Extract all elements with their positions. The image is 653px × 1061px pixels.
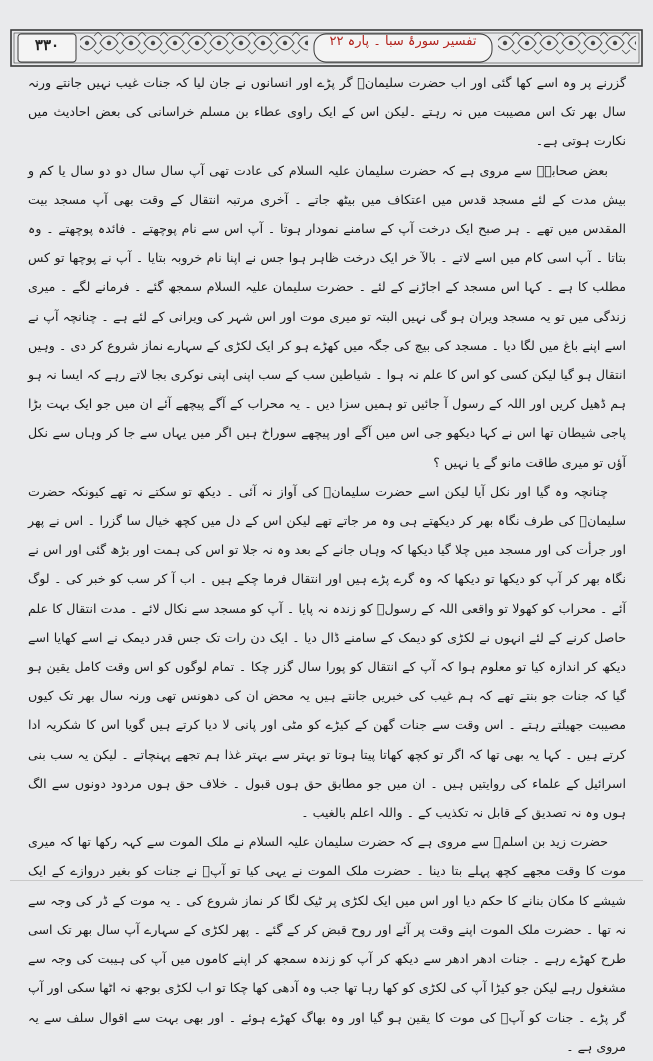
paragraph: بعض صحابہؓ سے مروی ہے کہ حضرت سلیمان علیہ السلام کی عادت تھی آپ سال سال دو دو سال یا کم و بیش مدت کے لئے مسجد قدس میں اعتکاف میں بیٹھ جاتے ۔ آخری مرتبہ انتقال کے وقت بھی آپ مسجد بیت المقدس میں تھے ۔ ہر صبح ایک درخت آپ کے سامنے نمودار ہوتا ۔ آپ اس سے نام پوچھتے ۔ فائدہ پوچھتے ۔ وہ بتاتا ۔ آپ اسی کام میں اسے لاتے ۔ بالآ خر ایک درخت ظاہر ہوا جس نے اپنا نام خروبہ بتایا ۔ آپ نے پوچھا تو کس مطلب کا ہے ۔ کہا اس مسجد کے اجاڑنے کے لئے ۔ حضرت سلیمان علیہ السلام سمجھ گئے ۔ فرمانے لگے ۔ میری زندگی میں تو یہ مسجد ویران ہو گی نہیں البتہ تو میری موت اور اس شہر کی ویرانی کے لئے ہے ۔ چنانچہ آپ نے اسے اپنے باغ میں لگا دیا ۔ مسجد کی بیچ کی جگہ میں کھڑے ہو کر ایک لکڑی کے سہارے نماز شروع کر دی ۔ وہیں انتقال ہو گیا لیکن کسی کو اس کا علم نہ ہوا ۔ شیاطین سب کے سب اپنی اپنی نوکری بجا لاتے رہے کہ ایسا نہ ہو ہم ڈھیل کریں اور اللہ کے رسول آ جائیں تو ہمیں سزا دیں ۔ یہ محراب کے آگے پیچھے آئے ان میں جو ایک بہت بڑا پاجی شیطان تھا اس نے کہا دیکھو جی اس میں آگے اور پیچھے سوراخ ہیں اگر میں یہاں سے جا کر وہاں سے نکل آؤں تو میری طاقت مانو گے یا نہیں ؟	[28, 162, 626, 470]
page-number: ۳۳۰	[34, 36, 60, 54]
paragraph: حضرت زید بن اسلمؓ سے مروی ہے کہ حضرت سلیمان علیہ السلام نے ملک الموت سے کہہ رکھا تھا کہ میری موت کا وقت مجھے کچھ پہلے بتا دینا ۔ حضرت ملک الموت نے یہی کیا تو آپؑ نے جنات کو بغیر دروازے کے ایک شیشے کا مکان بنانے کا حکم دیا اور اس میں ایک لکڑی پر ٹیک لگا کر نماز شروع کی ۔ یہ موت کے ڈر کی وجہ سے نہ تھا ۔ حضرت ملک الموت اپنے وقت پر آئے اور روح قبض کر کے گئے ۔ پھر لکڑی کے سہارے آپ سال بھر تک اسی طرح کھڑے رہے ۔ جنات ادھر ادھر سے دیکھ کر آپ کو زندہ سمجھ کر اپنے کاموں میں آپ کی ہیبت کی وجہ سے مشغول رہے لیکن جو کیڑا آپ کی لکڑی کو کھا رہا تھا جب وہ آدھی کھا چکا تو اب لکڑی بوجھ نہ اٹھا سکی اور آپ گر پڑے ۔ جنات کو آپؑ کی موت کا یقین ہو گیا اور وہ بھاگ کھڑے ہوئے ۔ اور بھی بہت سے اقوال سلف سے یہ مروی ہے ۔	[28, 834, 626, 1054]
page-header	[10, 26, 643, 70]
ornamental-header-border-icon	[10, 26, 643, 70]
bottom-divider	[10, 880, 643, 881]
paragraph: گزرنے پر وہ اسے کھا گئی اور اب حضرت سلیمانؑ گر پڑے اور انسانوں نے جان لیا کہ جنات غیب نہیں جانتے ورنہ سال بھر تک اس مصیبت میں نہ رہتے ۔لیکن اس کے ایک راوی عطاء بن مسلم خراسانی کی بعض احادیث میں نکارت ہوتی ہے۔	[28, 75, 626, 149]
body-text	[28, 68, 626, 1054]
paragraph: چنانچہ وہ گیا اور نکل آیا لیکن اسے حضرت سلیمانؑ کی آواز نہ آئی ۔ دیکھ تو سکتے نہ تھے کیونکہ حضرت سلیمانؑ کی طرف نگاہ بھر کر دیکھتے ہی وہ مر جاتے تھے لیکن اس کے دل میں کچھ خیال سا گزرا ۔ اس نے پھر اور جرأت کی اور مسجد میں چلا گیا دیکھا کہ وہاں جانے کے بعد وہ نہ جلا تو اس کی ہمت اور بڑھ گئی اور اس نے نگاہ بھر کر آپ کو دیکھا تو دیکھا کہ وہ گرے پڑے ہیں اور انتقال فرما چکے ہیں ۔ اب آ کر سب کو خبر کی ۔ لوگ آئے ۔ محراب کو کھولا تو واقعی اللہ کے رسولؑ کو زندہ نہ پایا ۔ آپ کو مسجد سے نکال لائے ۔ مدت انتقال کا علم حاصل کرنے کے لئے انہوں نے لکڑی کو دیمک کے سامنے ڈال دیا ۔ ایک دن رات تک جس قدر دیمک نے اسے کھایا اسے دیکھ کر اندازہ کیا تو معلوم ہوا کہ آپ کے انتقال کو پورا سال گزر چکا ۔ تمام لوگوں کو اس وقت کامل یقین ہو گیا کہ جنات جو بنتے تھے کہ ہم غیب کی خبریں جانتے ہیں یہ محض ان کی دھونس تھی ورنہ سال بھر تک کیوں مصیبت جھیلتے رہتے ۔ اس وقت سے جنات گھن کے کیڑے کو مٹی اور پانی لا دیا کرتے ہیں گویا اس کا شکریہ ادا کرتے ہیں ۔ کہا یہ بھی تھا کہ اگر تو کچھ کھاتا پیتا ہوتا تو بہتر سے بہتر غذا ہم تجھے پہنچاتے ۔ لیکن یہ سب بنی اسرائیل کے علماء کی روایتیں ہیں ۔ ان میں جو مطابق حق ہوں قبول ۔ خلاف حق ہوں مردود دونوں سے الگ ہوں وہ نہ تصدیق کے قابل نہ تکذیب کے ۔ واللہ اعلم بالغیب ۔	[28, 483, 626, 821]
running-title: تفسیر سورۂ سبا ۔ پارہ ۲۲	[329, 34, 477, 49]
